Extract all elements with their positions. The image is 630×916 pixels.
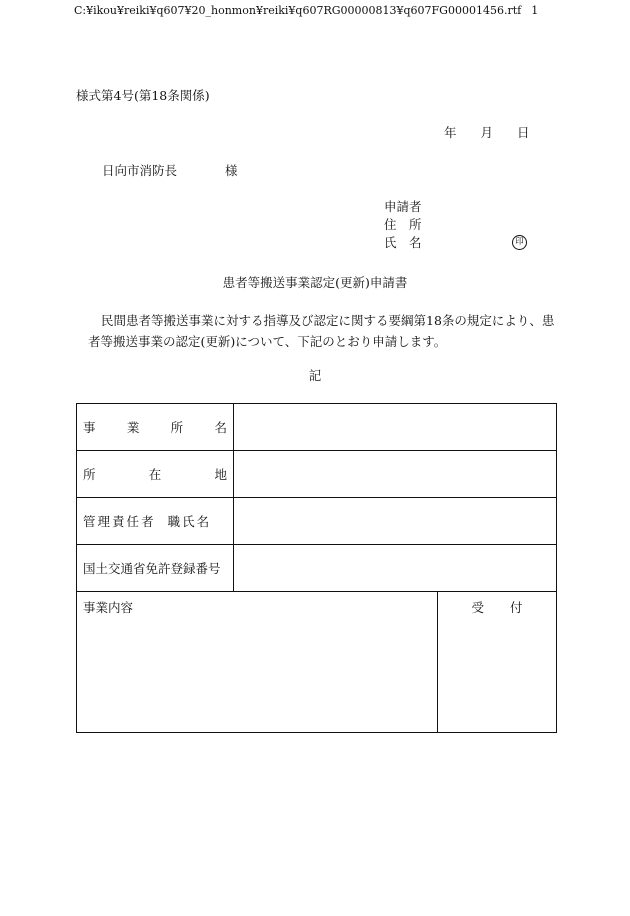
date-line	[444, 123, 530, 141]
field-manager[interactable]	[234, 498, 557, 545]
form-number: 様式第4号(第18条関係)	[76, 88, 210, 103]
date-day: 日	[517, 125, 530, 140]
addressee-honorific: 様	[225, 163, 238, 178]
applicant-label: 申請者	[384, 199, 422, 214]
table-row-business-content	[77, 592, 557, 733]
addressee	[102, 161, 238, 179]
label-location: 所 在 地	[83, 467, 227, 482]
field-location[interactable]	[234, 451, 557, 498]
body-text: 民間患者等搬送事業に対する指導及び認定に関する要綱第18条の規定により、患者等搬送事業の認定(更新)について、下記のとおり申請します。	[88, 313, 555, 349]
label-manager: 管 理 責 任 者 職 氏 名	[83, 514, 210, 529]
label-license-number: 国土交通省免許登録番号	[77, 545, 234, 592]
receipt-cell	[438, 592, 557, 733]
label-business-office-name: 事 業 所 名	[83, 420, 227, 435]
table-row-license-number	[77, 545, 557, 592]
label-business-content: 事業内容	[83, 600, 134, 615]
date-month: 月	[480, 125, 494, 140]
applicant-block	[384, 198, 422, 252]
label-receipt: 受 付	[471, 600, 523, 615]
ki-heading: 記	[308, 368, 322, 383]
field-business-office-name[interactable]	[234, 404, 557, 451]
table-row-manager	[77, 498, 557, 545]
addressee-name: 日向市消防長	[102, 163, 178, 178]
table-row-location	[77, 451, 557, 498]
field-business-content[interactable]	[77, 592, 438, 733]
page-number: 1	[531, 4, 539, 17]
document-title: 患者等搬送事業認定(更新)申請書	[222, 275, 408, 290]
file-path-header	[74, 4, 538, 17]
applicant-name-label: 氏 名	[384, 235, 422, 250]
application-form-table	[76, 403, 557, 733]
seal-mark: 印	[512, 235, 527, 250]
table-row-business-office-name	[77, 404, 557, 451]
date-year: 年	[444, 125, 457, 140]
field-license-number[interactable]	[234, 545, 557, 592]
body-paragraph	[88, 310, 562, 352]
file-path: C:¥ikou¥reiki¥q607¥20_honmon¥reiki¥q607RG00000813¥q607FG00001456.rtf	[74, 4, 522, 17]
applicant-address-label: 住 所	[384, 217, 422, 232]
